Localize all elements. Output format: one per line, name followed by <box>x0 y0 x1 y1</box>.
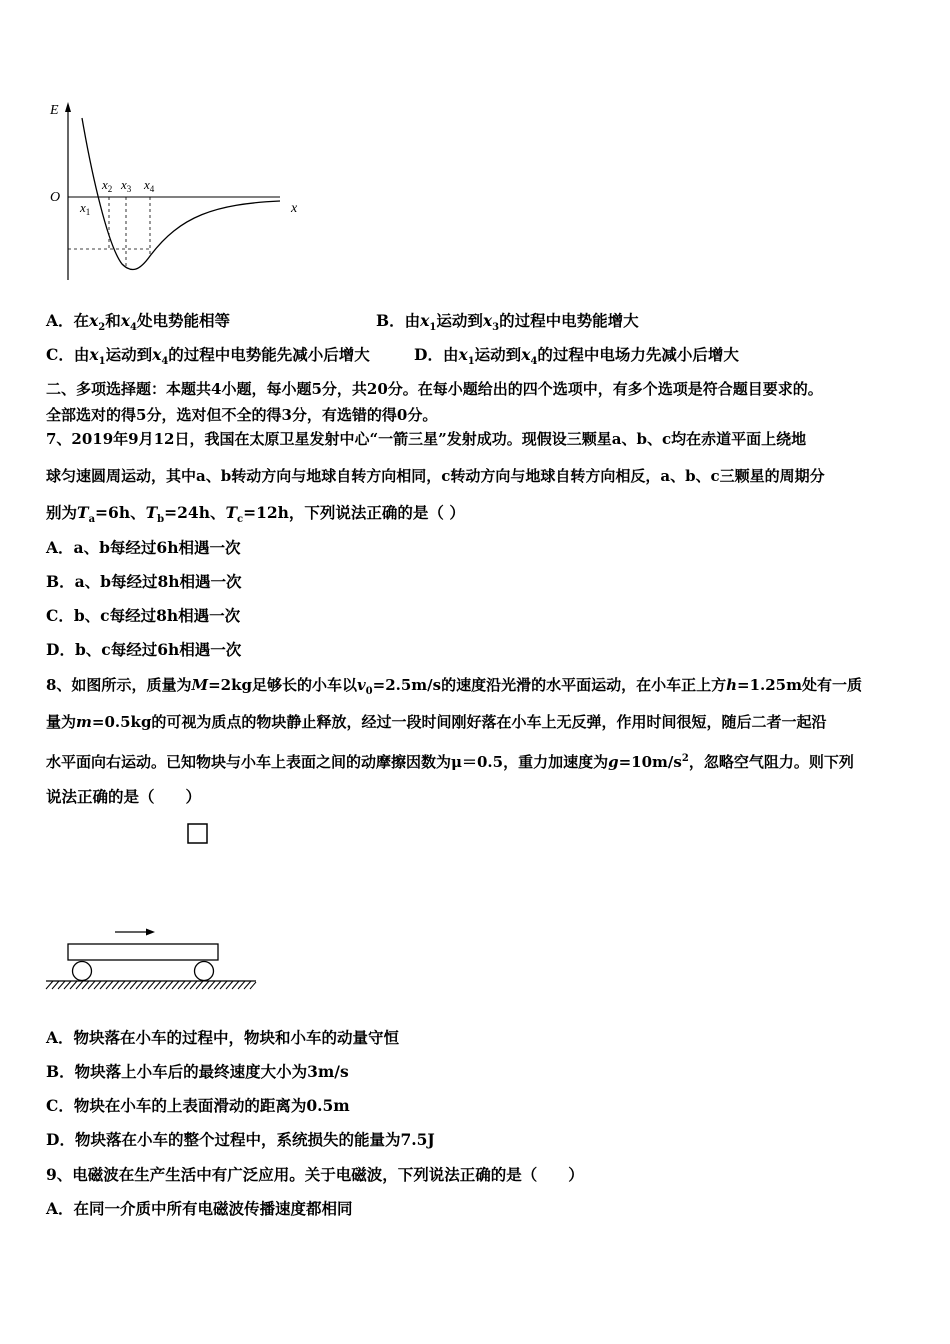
e-axis-arrow <box>65 102 71 112</box>
q9-stem: 9、电磁波在生产生活中有广泛应用。关于电磁波，下列说法正确的是（ ） <box>46 1165 584 1184</box>
q9-option-a: A．在同一介质中所有电磁波传播速度都相同 <box>46 1199 353 1218</box>
q8-stem-line1: 8、如图所示，质量为M=2kg足够长的小车以$v_0=2.5m/s$的速度沿光滑的水平面运动，在小车正上方h=1.25m处有一质 <box>46 676 862 697</box>
origin-label: O <box>50 190 61 205</box>
q7-stem-line2: 球匀速圆周运动，其中a、b转动方向与地球自转方向相同，c转动方向与地球自转方向相反，a、b、c三颗星的周期分 <box>46 467 825 485</box>
x1-label: $x_1$ <box>80 200 91 217</box>
q8-option-c: C．物块在小车的上表面滑动的距离为0.5m <box>46 1096 350 1115</box>
block <box>188 824 207 843</box>
q8-option-d: D．物块落在小车的整个过程中，系统损失的能量为7.5J <box>46 1130 435 1149</box>
q8-option-a: A．物块落在小车的过程中，物块和小车的动量守恒 <box>46 1028 400 1047</box>
ground-hatching <box>46 981 256 989</box>
q8-stem-line2: 量为m=0.5kg的可视为质点的物块静止释放，经过一段时间刚好落在小车上无反弹，作用时间很短，随后二者一起沿 <box>46 713 827 731</box>
cart-body <box>68 944 218 960</box>
q7-stem-line3: 别为$T_a=6h$、$T_b=24h$、$T_c=12h$，下列说法正确的是（ ） <box>46 503 465 526</box>
e-axis-label: E <box>50 103 59 118</box>
cart-diagram <box>40 818 270 998</box>
q7-option-d: D．b、c每经过6h相遇一次 <box>46 640 242 659</box>
section2-line2: 全部选对的得5分，选对但不全的得3分，有选错的得0分。 <box>46 406 438 424</box>
energy-graph <box>40 96 310 286</box>
q7-option-c: C．b、c每经过8h相遇一次 <box>46 606 241 625</box>
x2-label: $x_2$ <box>102 177 113 194</box>
x4-label: $x_4$ <box>144 177 155 194</box>
velocity-arrow-head <box>146 929 155 936</box>
x3-label: $x_3$ <box>121 177 132 194</box>
q6-option-d: D．由$x_1$运动到$x_4$的过程中电场力先减小后增大 <box>414 345 739 368</box>
q8-stem-line4: 说法正确的是（ ） <box>46 787 202 806</box>
section2-line1: 二、多项选择题：本题共4小题，每小题5分，共20分。在每小题给出的四个选项中，有多个选项是符合题目要求的。 <box>46 380 823 398</box>
q6-option-c: C．由$x_1$运动到$x_4$的过程中电势能先减小后增大 <box>46 345 370 368</box>
q8-option-b: B．物块落上小车后的最终速度大小为3m/s <box>46 1062 349 1081</box>
q6-option-a: A．在$x_2$和$x_4$处电势能相等 <box>46 311 230 334</box>
q7-stem-line1: 7、2019年9月12日，我国在太原卫星发射中心“一箭三星”发射成功。现假设三颗星a、b、c均在赤道平面上绕地 <box>46 430 807 448</box>
cart-wheel-right <box>195 962 214 981</box>
cart-wheel-left <box>73 962 92 981</box>
q7-option-b: B．a、b每经过8h相遇一次 <box>46 572 242 591</box>
q6-option-b: B．由$x_1$运动到$x_3$的过程中电势能增大 <box>376 311 639 334</box>
q8-stem-line3: 水平面向右运动。已知物块与小车上表面之间的动摩擦因数为μ＝0.5，重力加速度为$g=10m/s^2$，忽略空气阻力。则下列 <box>46 753 854 771</box>
x-axis-label: x <box>291 201 298 216</box>
q7-option-a: A．a、b每经过6h相遇一次 <box>46 538 241 557</box>
